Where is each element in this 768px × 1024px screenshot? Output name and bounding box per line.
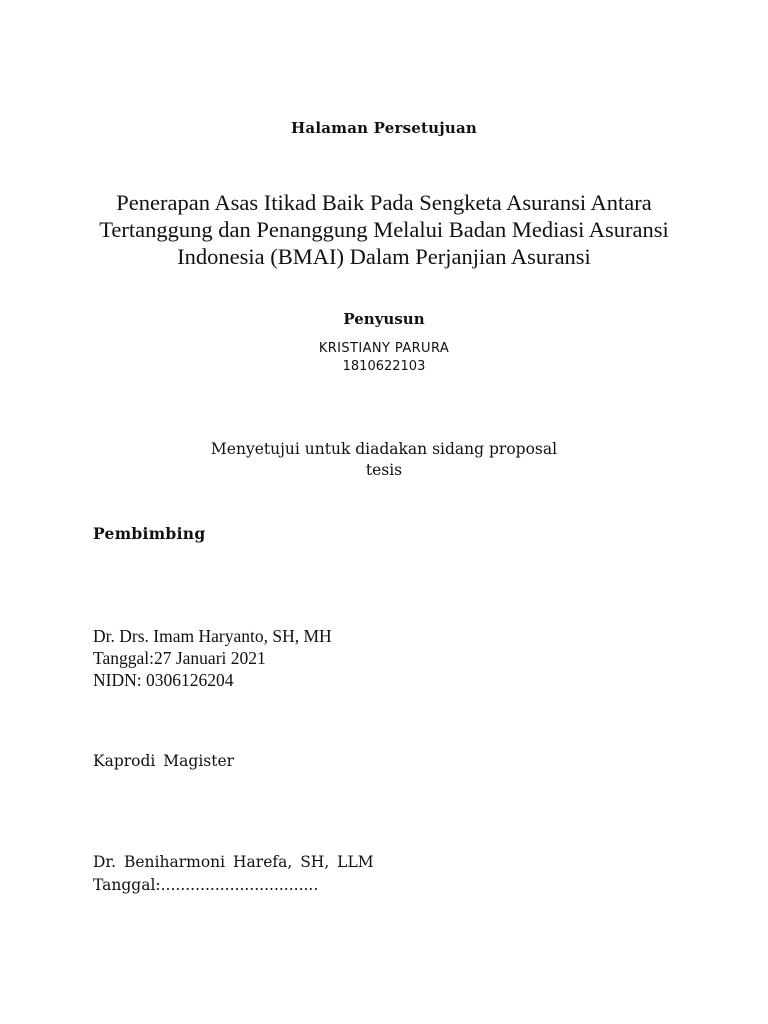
approval-statement [0, 439, 768, 481]
approval-line: tesis [365, 461, 403, 479]
kaprodi-name: Dr. Beniharmoni Harefa, SH, LLM [93, 853, 374, 871]
thesis-title-line: Indonesia (BMAI) Dalam Perjanjian Asuransi [177, 244, 591, 269]
thesis-title-line: Penerapan Asas Itikad Baik Pada Sengketa Asuransi Antara [116, 190, 652, 215]
page-title: Halaman Persetujuan [291, 119, 477, 137]
thesis-title [0, 189, 768, 270]
author-name: KRISTIANY PARURA [318, 341, 450, 356]
advisor-heading: Pembimbing [93, 524, 206, 543]
approval-line: Menyetujui untuk diadakan sidang proposal [210, 440, 558, 458]
advisor-name: Dr. Drs. Imam Haryanto, SH, MH [93, 626, 332, 646]
kaprodi-heading: Kaprodi Magister [93, 752, 235, 770]
kaprodi-date: Tanggal:................................ [93, 876, 319, 894]
author-student-id: 1810622103 [342, 359, 426, 374]
advisor-nidn: NIDN: 0306126204 [93, 670, 234, 690]
thesis-title-line: Tertanggung dan Penanggung Melalui Badan Mediasi Asuransi [99, 217, 669, 242]
author-heading: Penyusun [343, 310, 425, 328]
advisor-date: Tanggal:27 Januari 2021 [93, 648, 266, 668]
